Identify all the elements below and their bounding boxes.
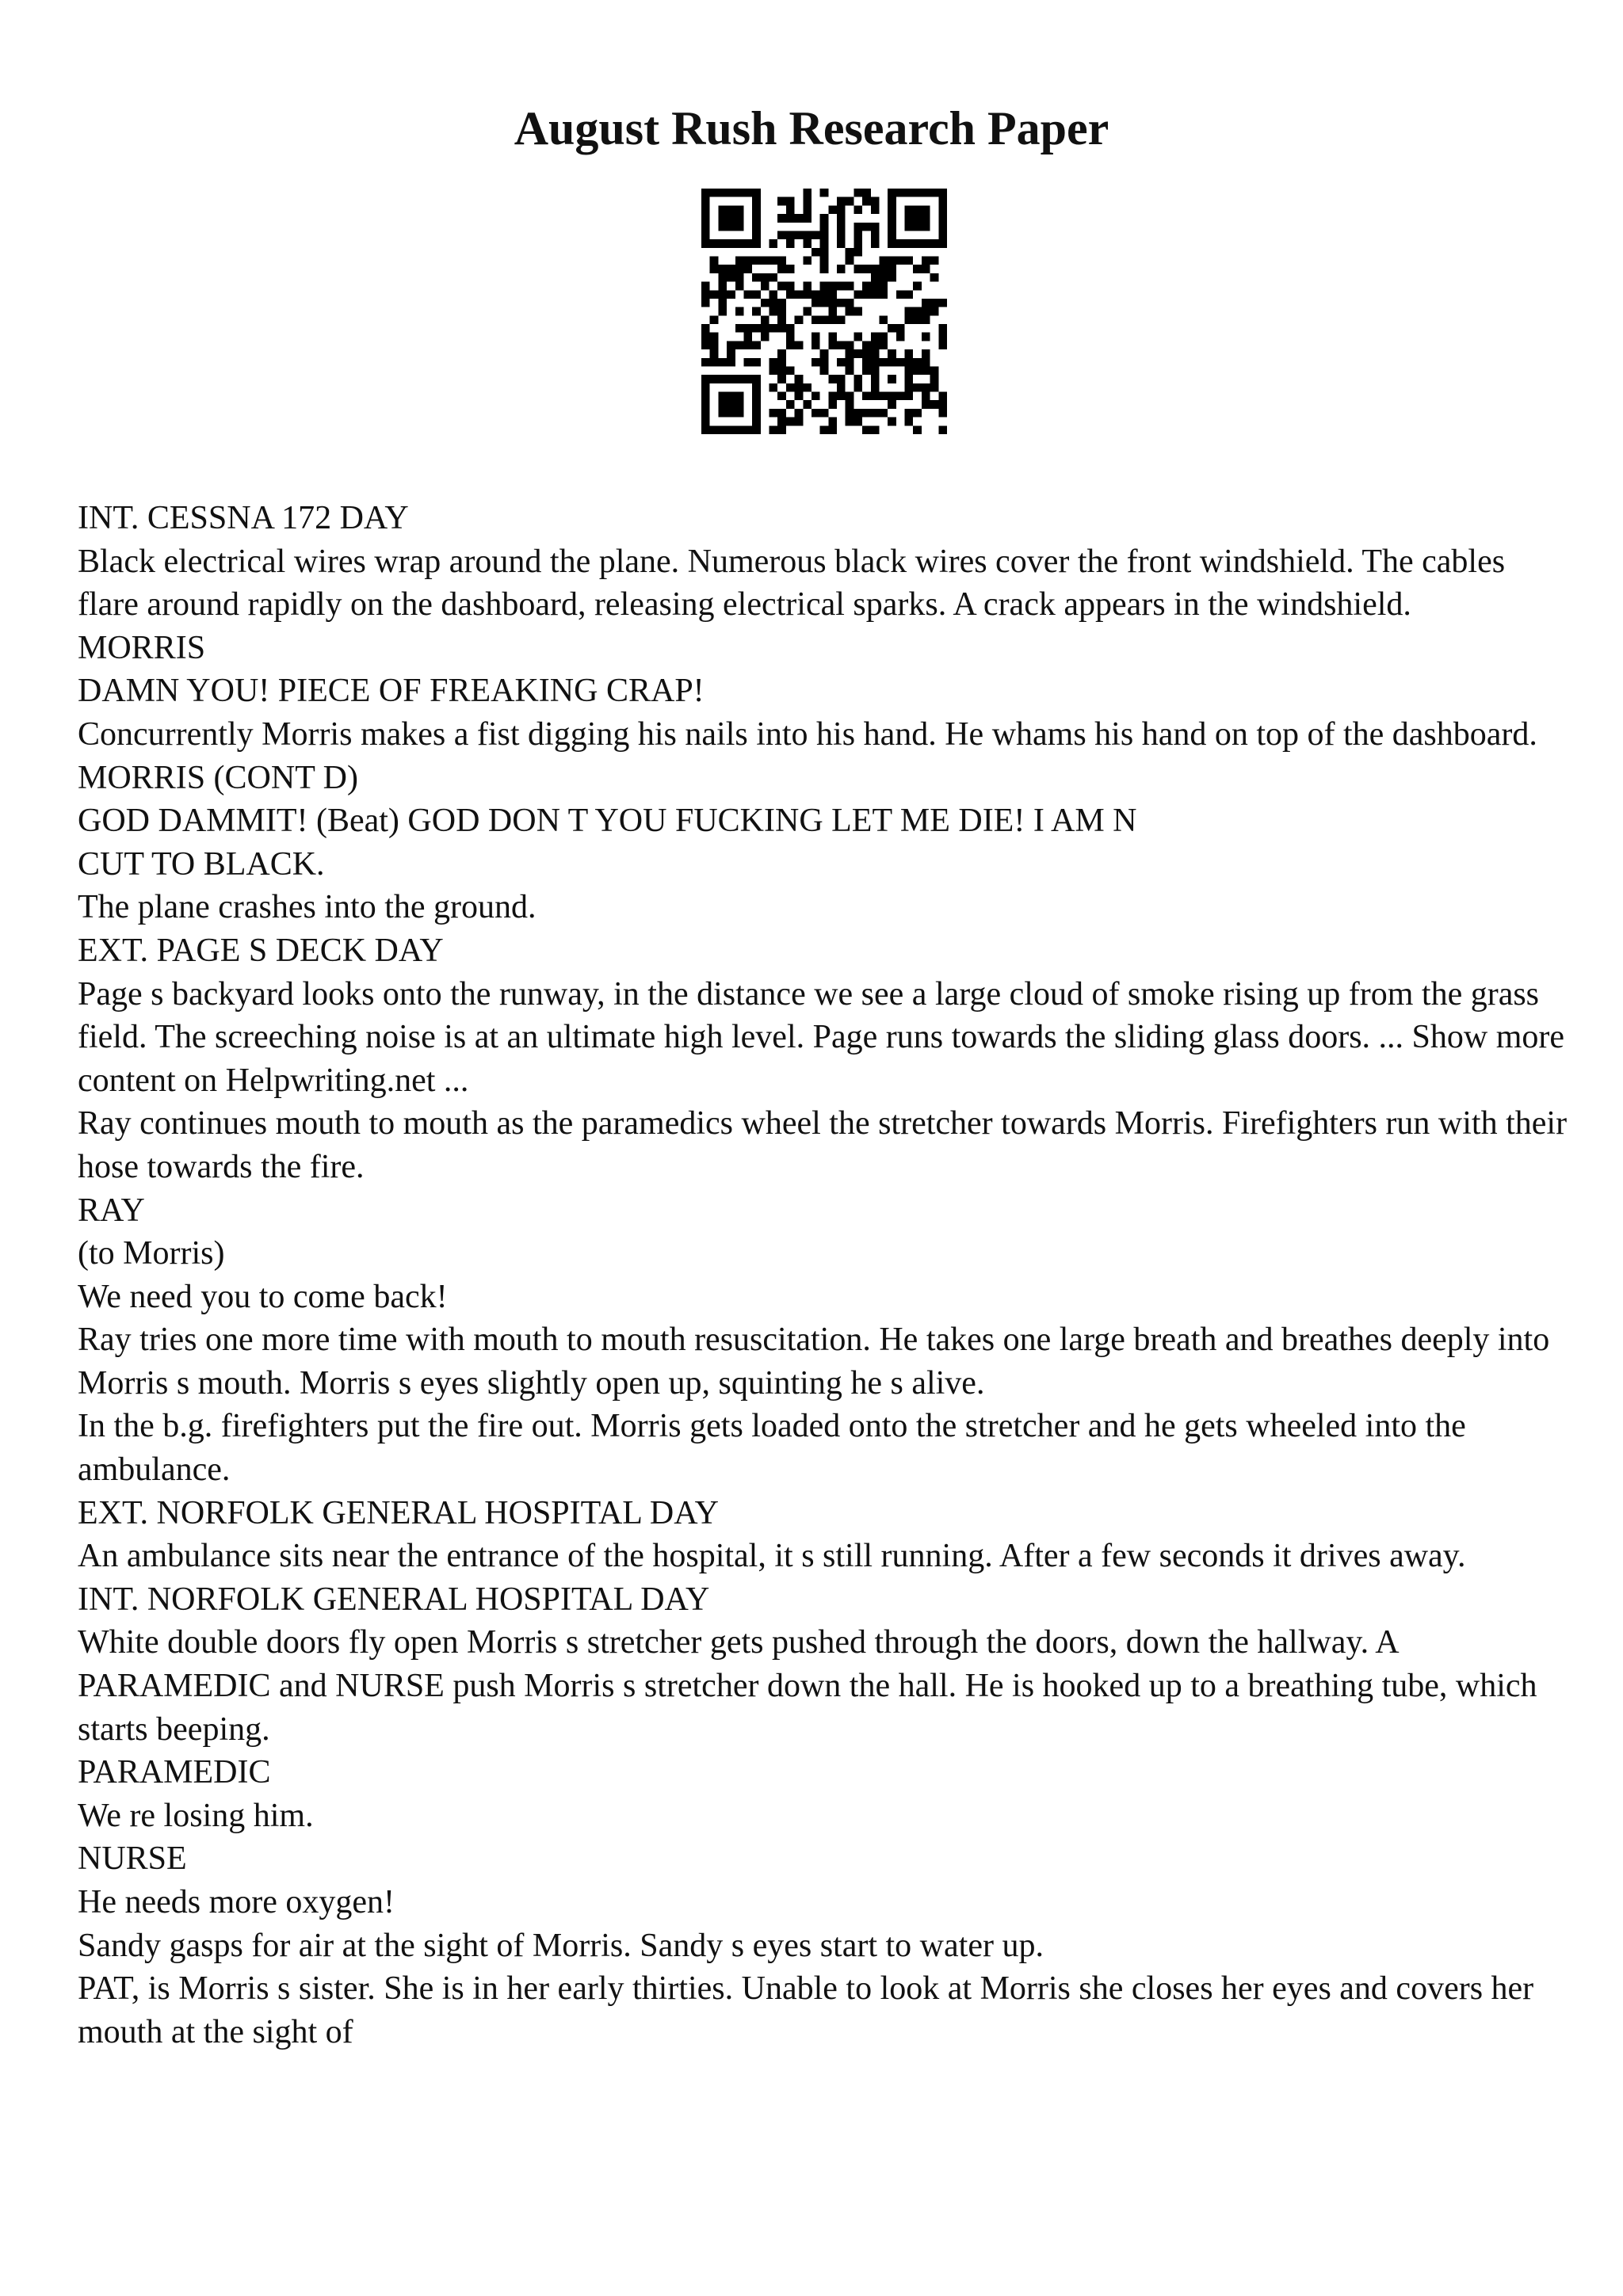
qr-code	[701, 189, 947, 434]
character-name: MORRIS (CONT D)	[78, 759, 358, 796]
character-name: MORRIS	[78, 629, 206, 666]
action-paragraph: Ray tries one more time with mouth to mouth resuscitation. He takes one large breath and breathes deeply into Morris s mouth. Morris s eyes slightly open up, squinting he s alive.	[78, 1322, 1550, 1402]
dialogue: GOD DAMMIT! (Beat) GOD DON T YOU FUCKING LET ME DIE! I AM N	[78, 803, 1137, 840]
scene-heading: INT. CESSNA 172 DAY	[78, 500, 409, 536]
action-paragraph: An ambulance sits near the entrance of the hospital, it s still running. After a few seconds it drives away.	[78, 1538, 1466, 1575]
dialogue: DAMN YOU! PIECE OF FREAKING CRAP!	[78, 673, 705, 710]
transition: CUT TO BLACK.	[78, 845, 325, 883]
parenthetical: (to Morris)	[78, 1235, 225, 1272]
dialogue: We re losing him.	[78, 1797, 314, 1834]
action-paragraph: Ray continues mouth to mouth as the paramedics wheel the stretcher towards Morris. Firefighters run with their hose towards the fire.	[78, 1105, 1568, 1185]
action-paragraph: White double doors fly open Morris s stretcher gets pushed through the doors, down the hallway. A PARAMEDIC and NURSE push Morris s stretcher down the hall. He is hooked up to a breathing tube, which starts beeping.	[78, 1624, 1537, 1748]
character-name: NURSE	[78, 1840, 187, 1878]
document-title: August Rush Research Paper	[514, 102, 1109, 154]
action-paragraph: Black electrical wires wrap around the plane. Numerous black wires cover the front windshield. The cables flare around rapidly on the dashboard, releasing electrical sparks. A crack appears in the windshield.	[78, 543, 1506, 624]
character-name: RAY	[78, 1192, 145, 1229]
action-paragraph: Sandy gasps for air at the sight of Morris. Sandy s eyes start to water up.	[78, 1927, 1044, 1964]
dialogue: He needs more oxygen!	[78, 1884, 395, 1920]
qr-code-graphic	[701, 189, 947, 434]
action-paragraph: Page s backyard looks onto the runway, in the distance we see a large cloud of smoke rising up from the grass field. The screeching noise is at an ultimate high level. Page runs towards the sliding glass doors. ... Show more content on Helpwriting.net ...	[78, 975, 1565, 1099]
scene-heading: INT. NORFOLK GENERAL HOSPITAL DAY	[78, 1581, 710, 1618]
action-paragraph: In the b.g. firefighters put the fire out. Morris gets loaded onto the stretcher and he gets wheeled into the ambulance.	[78, 1408, 1466, 1489]
dialogue: We need you to come back!	[78, 1278, 448, 1315]
scene-heading: EXT. NORFOLK GENERAL HOSPITAL DAY	[78, 1494, 720, 1531]
action-paragraph: Concurrently Morris makes a fist digging his nails into his hand. He whams his hand on top of the dashboard.	[78, 715, 1537, 753]
character-name: PARAMEDIC	[78, 1754, 271, 1791]
action-paragraph: PAT, is Morris s sister. She is in her early thirties. Unable to look at Morris she closes her eyes and covers her mouth at the sight of	[78, 1970, 1534, 2050]
scene-heading: EXT. PAGE S DECK DAY	[78, 932, 444, 969]
document-body	[78, 497, 1568, 2054]
action-paragraph: The plane crashes into the ground.	[78, 889, 537, 926]
